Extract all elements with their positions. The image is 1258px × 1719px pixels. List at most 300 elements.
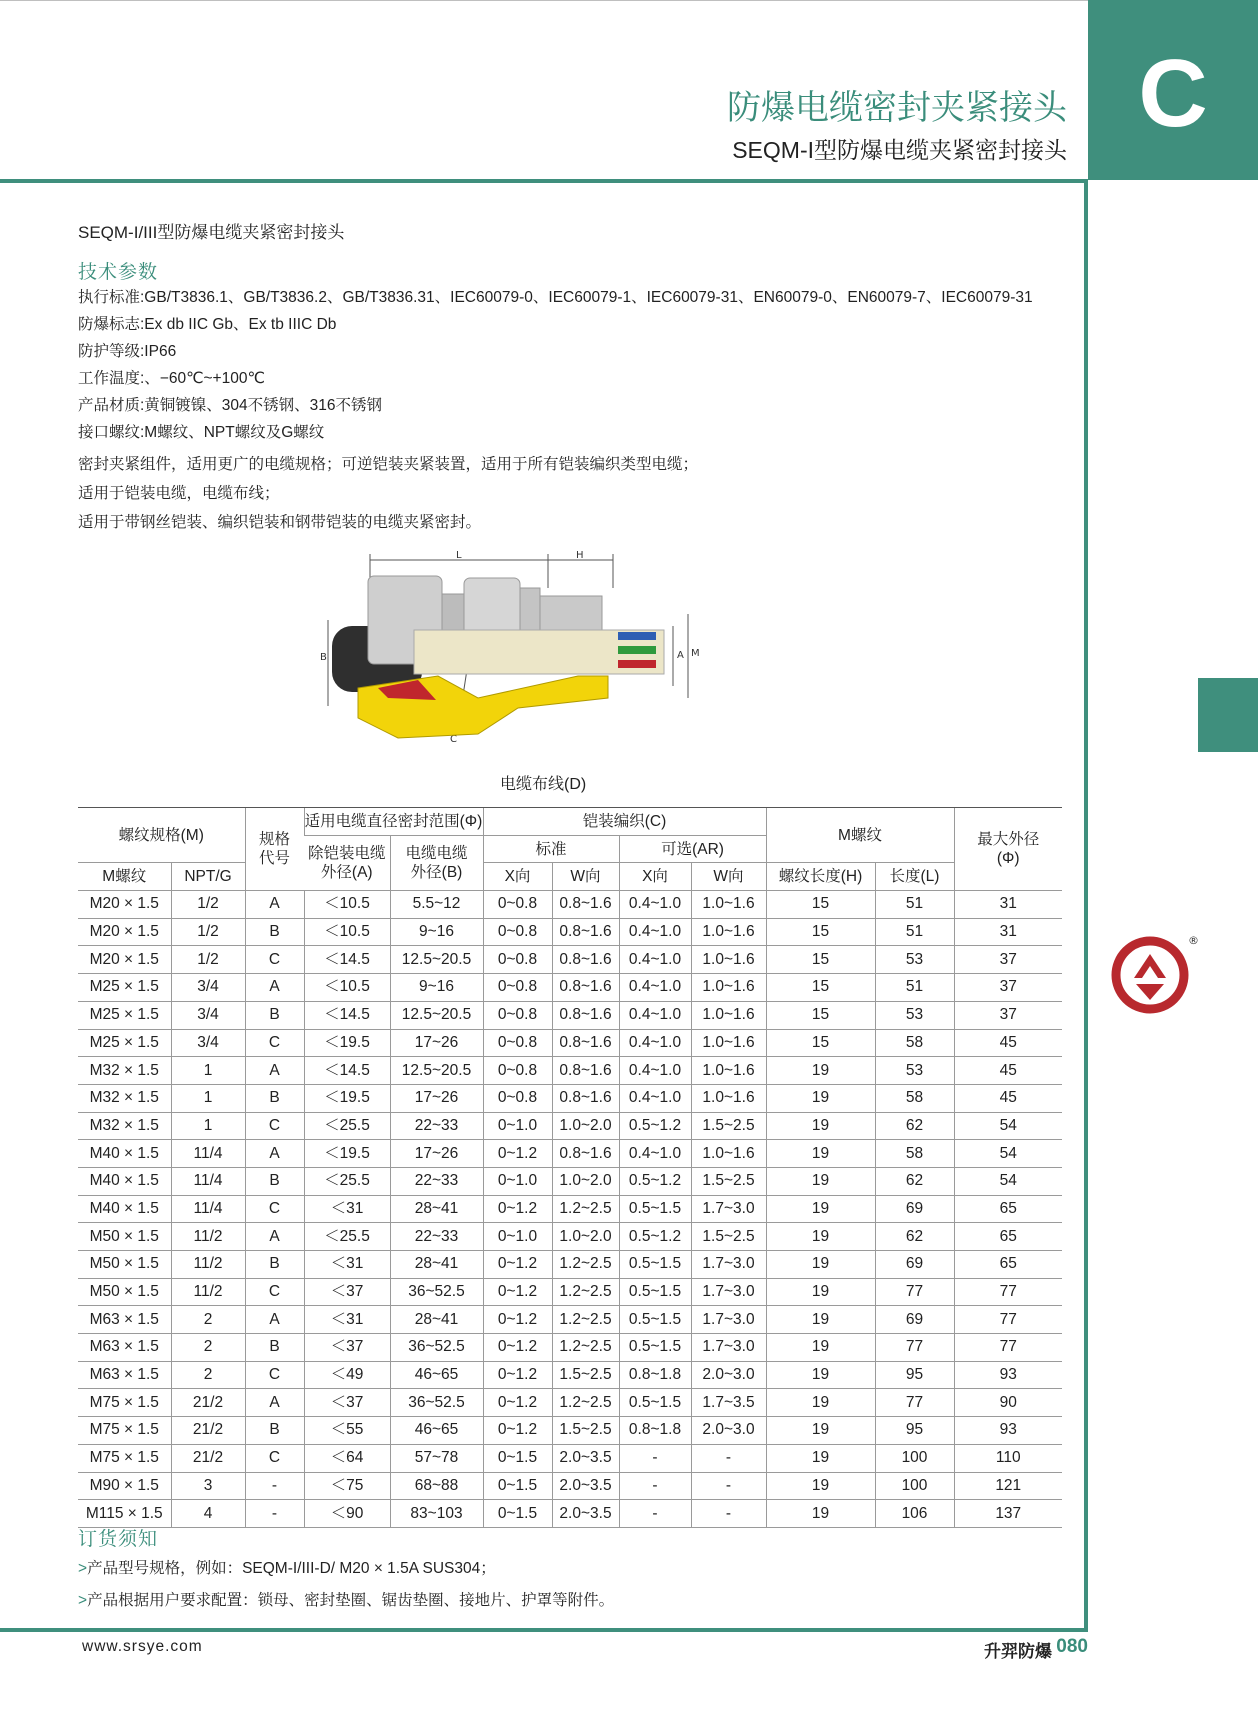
- table-cell: A: [245, 1306, 304, 1334]
- table-cell: 1.0~1.6: [691, 1001, 766, 1029]
- table-cell: M40 × 1.5: [78, 1140, 171, 1168]
- page-title: 防爆电缆密封夹紧接头: [727, 89, 1067, 127]
- feature-list: [78, 450, 698, 537]
- dim-label-c: C: [450, 734, 457, 745]
- table-cell: M20 × 1.5: [78, 891, 171, 919]
- table-cell: 45: [954, 1029, 1062, 1057]
- table-cell: 0.4~1.0: [619, 1001, 691, 1029]
- table-cell: 1.0~2.0: [552, 1112, 619, 1140]
- table-cell: 0.5~1.5: [619, 1389, 691, 1417]
- table-cell: 0~1.5: [483, 1444, 552, 1472]
- page-number: 080: [1056, 1636, 1088, 1657]
- table-cell: ＜14.5: [304, 946, 390, 974]
- table-cell: 15: [766, 1001, 875, 1029]
- header-m: M螺纹: [78, 863, 171, 891]
- table-cell: 21/2: [171, 1389, 245, 1417]
- table-cell: 93: [954, 1361, 1062, 1389]
- table-cell: 0~1.0: [483, 1167, 552, 1195]
- table-cell: -: [691, 1444, 766, 1472]
- table-cell: B: [245, 1417, 304, 1445]
- table-cell: B: [245, 1334, 304, 1362]
- table-cell: 0.8~1.6: [552, 1057, 619, 1085]
- table-cell: 15: [766, 918, 875, 946]
- table-cell: 53: [875, 1001, 954, 1029]
- top-border-line: [0, 0, 1088, 1]
- table-cell: 12.5~20.5: [390, 946, 483, 974]
- table-cell: 0.4~1.0: [619, 1140, 691, 1168]
- table-row: [78, 1001, 1062, 1029]
- table-cell: 2: [171, 1361, 245, 1389]
- table-cell: 0.8~1.6: [552, 946, 619, 974]
- table-cell: 45: [954, 1057, 1062, 1085]
- table-cell: C: [245, 946, 304, 974]
- table-cell: 1.0~2.0: [552, 1223, 619, 1251]
- core-blue: [618, 632, 656, 640]
- table-cell: ＜19.5: [304, 1084, 390, 1112]
- table-cell: 58: [875, 1029, 954, 1057]
- header-strip-od-text: 除铠装电缆外径(A): [307, 844, 386, 881]
- table-cell: 1.2~2.5: [552, 1306, 619, 1334]
- section-letter: C: [1138, 40, 1208, 147]
- table-row: [78, 1417, 1062, 1445]
- table-cell: 28~41: [390, 1306, 483, 1334]
- table-row: [78, 891, 1062, 919]
- table-cell: 37: [954, 974, 1062, 1002]
- table-cell: 1.0~1.6: [691, 891, 766, 919]
- table-cell: 54: [954, 1112, 1062, 1140]
- core-red: [618, 660, 656, 668]
- header-m-thread: M螺纹: [766, 808, 954, 863]
- table-cell: 0~1.2: [483, 1334, 552, 1362]
- table-row: [78, 1140, 1062, 1168]
- table-cell: 57~78: [390, 1444, 483, 1472]
- table-cell: 37: [954, 946, 1062, 974]
- table-cell: B: [245, 1251, 304, 1279]
- table-cell: B: [245, 1084, 304, 1112]
- core-green: [618, 646, 656, 654]
- table-cell: 62: [875, 1167, 954, 1195]
- spec-thread: 接口螺纹:M螺纹、NPT螺纹及G螺纹: [78, 424, 325, 441]
- header-cable-od-text: 电缆电缆外径(B): [405, 844, 468, 881]
- dim-label-h: H: [576, 550, 584, 561]
- table-cell: 0.4~1.0: [619, 1029, 691, 1057]
- table-cell: 110: [954, 1444, 1062, 1472]
- table-cell: 0.8~1.8: [619, 1417, 691, 1445]
- table-cell: 1.5~2.5: [691, 1167, 766, 1195]
- table-cell: 12.5~20.5: [390, 1001, 483, 1029]
- table-cell: A: [245, 1389, 304, 1417]
- table-cell: 69: [875, 1251, 954, 1279]
- table-cell: M63 × 1.5: [78, 1306, 171, 1334]
- table-cell: 1.0~1.6: [691, 918, 766, 946]
- table-cell: 46~65: [390, 1361, 483, 1389]
- table-cell: 77: [954, 1306, 1062, 1334]
- table-cell: 2.0~3.0: [691, 1361, 766, 1389]
- table-row: [78, 1500, 1062, 1528]
- table-cell: 19: [766, 1472, 875, 1500]
- spec-temperature: 工作温度:、−60℃~+100℃: [78, 370, 265, 387]
- table-cell: 1.0~1.6: [691, 974, 766, 1002]
- table-cell: M115 × 1.5: [78, 1500, 171, 1528]
- table-cell: 54: [954, 1140, 1062, 1168]
- table-cell: 22~33: [390, 1223, 483, 1251]
- table-cell: 53: [875, 946, 954, 974]
- section-title: SEQM-I/III型防爆电缆夹紧密封接头: [78, 223, 345, 242]
- table-cell: 1.5~2.5: [552, 1417, 619, 1445]
- table-cell: ＜64: [304, 1444, 390, 1472]
- table-cell: ＜31: [304, 1251, 390, 1279]
- table-row: [78, 1112, 1062, 1140]
- table-cell: 100: [875, 1472, 954, 1500]
- table-cell: 68~88: [390, 1472, 483, 1500]
- table-cell: 9~16: [390, 918, 483, 946]
- table-cell: 100: [875, 1444, 954, 1472]
- spec-ex-marking: 防爆标志:Ex db IIC Gb、Ex tb IIIC Db: [78, 316, 337, 333]
- table-cell: 0~1.2: [483, 1251, 552, 1279]
- table-cell: 0.8~1.6: [552, 974, 619, 1002]
- table-cell: -: [619, 1472, 691, 1500]
- table-cell: 19: [766, 1057, 875, 1085]
- table-cell: 12.5~20.5: [390, 1057, 483, 1085]
- header-x-standard: X向: [483, 863, 552, 891]
- table-cell: A: [245, 891, 304, 919]
- table-cell: 19: [766, 1084, 875, 1112]
- table-row: [78, 1167, 1062, 1195]
- table-cell: 0~1.2: [483, 1389, 552, 1417]
- order-marker: >: [78, 1560, 88, 1577]
- page-subtitle: SEQM-I型防爆电缆夹紧密封接头: [732, 137, 1067, 163]
- table-cell: 3/4: [171, 974, 245, 1002]
- table-row: [78, 974, 1062, 1002]
- table-row: [78, 1389, 1062, 1417]
- table-cell: 19: [766, 1306, 875, 1334]
- table-cell: 19: [766, 1417, 875, 1445]
- table-row: [78, 1057, 1062, 1085]
- brand-logo: [1110, 930, 1200, 1020]
- table-cell: ＜25.5: [304, 1112, 390, 1140]
- table-cell: ＜19.5: [304, 1140, 390, 1168]
- table-cell: 0~0.8: [483, 1001, 552, 1029]
- side-index-tab: [1198, 678, 1258, 752]
- right-border-rule: [1084, 180, 1088, 1632]
- table-cell: A: [245, 1057, 304, 1085]
- header-thread-length: 螺纹长度(H): [766, 863, 875, 891]
- table-cell: 0~1.5: [483, 1472, 552, 1500]
- table-row: [78, 1306, 1062, 1334]
- header-npt: NPT/G: [171, 863, 245, 891]
- table-cell: 0~0.8: [483, 1084, 552, 1112]
- order-item-text: 产品根据用户要求配置：锁母、密封垫圈、锯齿垫圈、接地片、护罩等附件。: [87, 1592, 615, 1609]
- header-code-text: 规格代号: [258, 831, 290, 868]
- table-cell: 2: [171, 1334, 245, 1362]
- table-cell: 90: [954, 1389, 1062, 1417]
- header-armor: 铠装编织(C): [483, 808, 766, 836]
- table-cell: 1.0~1.6: [691, 1140, 766, 1168]
- table-cell: C: [245, 1195, 304, 1223]
- table-cell: M20 × 1.5: [78, 918, 171, 946]
- table-cell: 58: [875, 1140, 954, 1168]
- table-cell: 0.5~1.5: [619, 1195, 691, 1223]
- table-cell: 0.5~1.2: [619, 1167, 691, 1195]
- table-cell: 121: [954, 1472, 1062, 1500]
- table-cell: ＜37: [304, 1389, 390, 1417]
- table-cell: 0~0.8: [483, 891, 552, 919]
- table-cell: A: [245, 974, 304, 1002]
- table-cell: 1.0~1.6: [691, 946, 766, 974]
- table-cell: 17~26: [390, 1029, 483, 1057]
- table-cell: 0~0.8: [483, 974, 552, 1002]
- diagram-caption: 电缆布线(D): [500, 776, 587, 793]
- table-cell: 1.7~3.0: [691, 1251, 766, 1279]
- table-cell: 1.2~2.5: [552, 1334, 619, 1362]
- feature-item: 密封夹紧组件，适用更广的电缆规格；可逆铠装夹紧装置，适用于所有铠装编织类型电缆；: [78, 456, 699, 473]
- table-cell: M32 × 1.5: [78, 1057, 171, 1085]
- table-cell: ＜31: [304, 1195, 390, 1223]
- table-cell: -: [691, 1472, 766, 1500]
- table-cell: 1.0~2.0: [552, 1167, 619, 1195]
- table-cell: 69: [875, 1195, 954, 1223]
- table-cell: 0~0.8: [483, 918, 552, 946]
- table-cell: 62: [875, 1112, 954, 1140]
- header-code: [245, 808, 304, 891]
- table-cell: 65: [954, 1195, 1062, 1223]
- table-cell: 0~1.0: [483, 1112, 552, 1140]
- table-cell: 0.4~1.0: [619, 1057, 691, 1085]
- table-cell: 77: [875, 1334, 954, 1362]
- dim-label-m: M: [691, 648, 700, 659]
- table-cell: 0.4~1.0: [619, 891, 691, 919]
- table-cell: 2: [171, 1306, 245, 1334]
- table-cell: ＜49: [304, 1361, 390, 1389]
- table-cell: 0~0.8: [483, 946, 552, 974]
- table-cell: 0.5~1.5: [619, 1278, 691, 1306]
- table-cell: ＜25.5: [304, 1223, 390, 1251]
- table-cell: 0~1.2: [483, 1195, 552, 1223]
- table-row: [78, 1444, 1062, 1472]
- table-row: [78, 1029, 1062, 1057]
- table-row: [78, 946, 1062, 974]
- table-cell: 19: [766, 1334, 875, 1362]
- table-cell: 1/2: [171, 891, 245, 919]
- table-cell: 4: [171, 1500, 245, 1528]
- header-max-od-text: 最大外径(Φ): [977, 831, 1040, 868]
- table-cell: ＜10.5: [304, 974, 390, 1002]
- table-cell: 0.8~1.8: [619, 1361, 691, 1389]
- table-cell: 0~0.8: [483, 1057, 552, 1085]
- table-cell: M32 × 1.5: [78, 1084, 171, 1112]
- dim-label-l: L: [456, 550, 462, 561]
- spec-material: 产品材质:黄铜镀镍、304不锈钢、316不锈钢: [78, 397, 383, 414]
- table-cell: -: [619, 1444, 691, 1472]
- table-cell: B: [245, 918, 304, 946]
- table-cell: 11/2: [171, 1251, 245, 1279]
- table-cell: 31: [954, 918, 1062, 946]
- table-cell: 1.0~1.6: [691, 1029, 766, 1057]
- table-cell: 65: [954, 1223, 1062, 1251]
- table-cell: 0.8~1.6: [552, 1029, 619, 1057]
- footer-rule: [0, 1628, 1088, 1632]
- table-cell: C: [245, 1278, 304, 1306]
- table-cell: 1.5~2.5: [691, 1112, 766, 1140]
- table-cell: A: [245, 1140, 304, 1168]
- table-cell: ＜31: [304, 1306, 390, 1334]
- table-cell: 1.5~2.5: [691, 1223, 766, 1251]
- header-w-standard: W向: [552, 863, 619, 891]
- table-cell: 5.5~12: [390, 891, 483, 919]
- table-cell: 46~65: [390, 1417, 483, 1445]
- table-cell: 0~1.2: [483, 1306, 552, 1334]
- spec-standard: 执行标准:GB/T3836.1、GB/T3836.2、GB/T3836.31、IEC60079-0、IEC60079-1、IEC60079-31、EN60079-0、EN60079-7、IEC60079-31: [78, 289, 1033, 306]
- table-cell: M75 × 1.5: [78, 1417, 171, 1445]
- table-cell: M25 × 1.5: [78, 1029, 171, 1057]
- table-cell: M63 × 1.5: [78, 1334, 171, 1362]
- table-cell: 1.2~2.5: [552, 1195, 619, 1223]
- table-cell: ＜37: [304, 1334, 390, 1362]
- table-cell: 9~16: [390, 974, 483, 1002]
- header-max-od: [954, 808, 1062, 891]
- table-cell: M25 × 1.5: [78, 1001, 171, 1029]
- feature-item: 适用于带钢丝铠装、编织铠装和钢带铠装的电缆夹紧密封。: [78, 514, 482, 531]
- table-cell: 0.5~1.5: [619, 1251, 691, 1279]
- table-cell: 31: [954, 891, 1062, 919]
- table-cell: 11/4: [171, 1140, 245, 1168]
- table-cell: 51: [875, 891, 954, 919]
- table-cell: M90 × 1.5: [78, 1472, 171, 1500]
- registered-mark: ®: [1188, 934, 1199, 947]
- table-cell: 36~52.5: [390, 1389, 483, 1417]
- spec-table-body: [78, 891, 1062, 1528]
- table-cell: M63 × 1.5: [78, 1361, 171, 1389]
- table-cell: 137: [954, 1500, 1062, 1528]
- table-cell: 2.0~3.5: [552, 1444, 619, 1472]
- table-cell: 51: [875, 918, 954, 946]
- table-cell: ＜25.5: [304, 1167, 390, 1195]
- table-cell: 1/2: [171, 918, 245, 946]
- table-cell: 54: [954, 1167, 1062, 1195]
- table-cell: C: [245, 1361, 304, 1389]
- table-cell: 19: [766, 1223, 875, 1251]
- table-cell: 2.0~3.5: [552, 1500, 619, 1528]
- table-cell: 1: [171, 1112, 245, 1140]
- table-cell: 1.7~3.0: [691, 1334, 766, 1362]
- table-cell: 19: [766, 1195, 875, 1223]
- table-cell: 0.5~1.2: [619, 1223, 691, 1251]
- footer-website: www.srsye.com: [82, 1638, 203, 1655]
- table-cell: 1/2: [171, 946, 245, 974]
- table-cell: 1.7~3.0: [691, 1306, 766, 1334]
- header-length: 长度(L): [875, 863, 954, 891]
- table-cell: 21/2: [171, 1444, 245, 1472]
- table-cell: 0.4~1.0: [619, 918, 691, 946]
- order-item: [78, 1585, 614, 1617]
- table-cell: 15: [766, 1029, 875, 1057]
- feature-item: 适用于铠装电缆，电缆布线；: [78, 485, 280, 502]
- header-rule: [0, 179, 1088, 183]
- table-cell: 19: [766, 1140, 875, 1168]
- table-cell: 37: [954, 1001, 1062, 1029]
- table-cell: 1.0~1.6: [691, 1084, 766, 1112]
- table-cell: 0~1.5: [483, 1500, 552, 1528]
- table-cell: 19: [766, 1500, 875, 1528]
- table-row: [78, 1251, 1062, 1279]
- table-cell: 19: [766, 1444, 875, 1472]
- table-row: [78, 1361, 1062, 1389]
- table-cell: M50 × 1.5: [78, 1251, 171, 1279]
- table-cell: 11/4: [171, 1195, 245, 1223]
- table-row: [78, 1278, 1062, 1306]
- header-strip-od: [304, 835, 390, 890]
- table-cell: 58: [875, 1084, 954, 1112]
- table-row: [78, 1195, 1062, 1223]
- table-cell: 77: [954, 1334, 1062, 1362]
- table-cell: 15: [766, 974, 875, 1002]
- table-row: [78, 1334, 1062, 1362]
- table-cell: 69: [875, 1306, 954, 1334]
- table-cell: 1.7~3.0: [691, 1278, 766, 1306]
- table-cell: M40 × 1.5: [78, 1167, 171, 1195]
- header-w-optional: W向: [691, 863, 766, 891]
- table-cell: 19: [766, 1361, 875, 1389]
- table-cell: 53: [875, 1057, 954, 1085]
- table-cell: M32 × 1.5: [78, 1112, 171, 1140]
- table-cell: ＜37: [304, 1278, 390, 1306]
- table-cell: 0.8~1.6: [552, 1084, 619, 1112]
- table-cell: 0~0.8: [483, 1029, 552, 1057]
- table-cell: 0~1.2: [483, 1278, 552, 1306]
- table-cell: 2.0~3.5: [552, 1472, 619, 1500]
- table-cell: 19: [766, 1278, 875, 1306]
- table-cell: M50 × 1.5: [78, 1278, 171, 1306]
- table-cell: -: [245, 1472, 304, 1500]
- table-cell: 0~1.2: [483, 1417, 552, 1445]
- table-cell: 19: [766, 1112, 875, 1140]
- table-cell: ＜14.5: [304, 1057, 390, 1085]
- table-cell: 11/2: [171, 1278, 245, 1306]
- order-marker: >: [78, 1592, 88, 1609]
- table-cell: 95: [875, 1361, 954, 1389]
- header-thread-spec: 螺纹规格(M): [78, 808, 245, 863]
- table-cell: 22~33: [390, 1112, 483, 1140]
- table-cell: 17~26: [390, 1140, 483, 1168]
- table-cell: 1.2~2.5: [552, 1278, 619, 1306]
- table-row: [78, 1472, 1062, 1500]
- table-cell: -: [619, 1500, 691, 1528]
- table-cell: 0.8~1.6: [552, 891, 619, 919]
- table-cell: 1: [171, 1084, 245, 1112]
- table-cell: 1.7~3.0: [691, 1195, 766, 1223]
- table-cell: 1.2~2.5: [552, 1389, 619, 1417]
- table-row: [78, 1223, 1062, 1251]
- table-cell: 11/2: [171, 1223, 245, 1251]
- table-cell: 77: [875, 1389, 954, 1417]
- table-row: [78, 1084, 1062, 1112]
- table-cell: 22~33: [390, 1167, 483, 1195]
- table-cell: 1.2~2.5: [552, 1251, 619, 1279]
- table-cell: 0.8~1.6: [552, 1140, 619, 1168]
- spec-list: [78, 284, 1033, 446]
- table-cell: 36~52.5: [390, 1334, 483, 1362]
- spec-table: [78, 807, 1062, 1528]
- table-cell: 19: [766, 1167, 875, 1195]
- table-cell: 77: [875, 1278, 954, 1306]
- table-cell: ＜14.5: [304, 1001, 390, 1029]
- table-cell: 0.5~1.2: [619, 1112, 691, 1140]
- table-cell: ＜10.5: [304, 891, 390, 919]
- table-cell: 0.8~1.6: [552, 1001, 619, 1029]
- table-cell: 77: [954, 1278, 1062, 1306]
- header-x-optional: X向: [619, 863, 691, 891]
- table-cell: ＜90: [304, 1500, 390, 1528]
